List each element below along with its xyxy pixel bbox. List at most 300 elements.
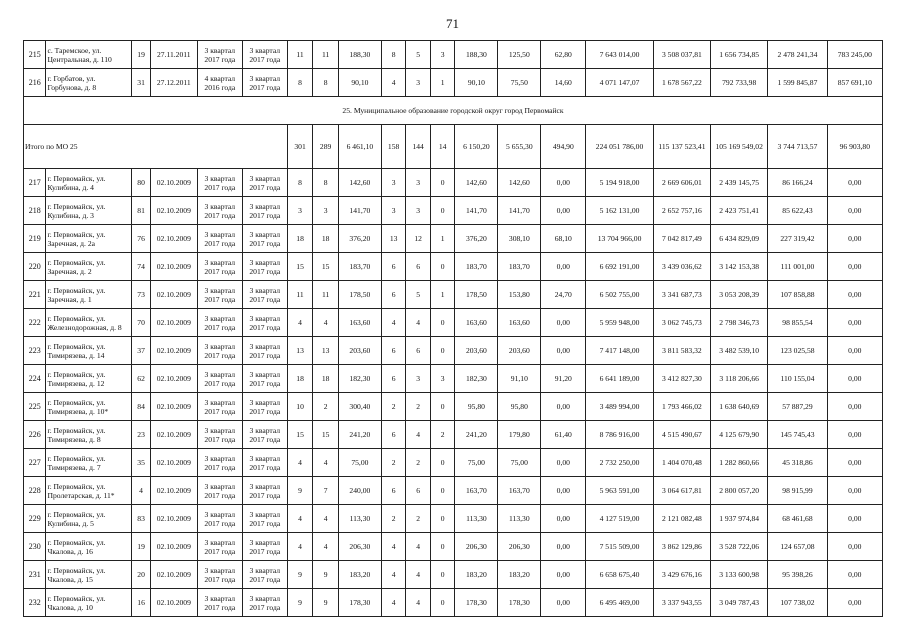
table-row	[24, 561, 883, 589]
table-cell: 203,60	[338, 337, 381, 365]
table-cell: 6	[381, 365, 406, 393]
date-cell: 02.10.2009	[150, 169, 197, 197]
table-cell: 9	[287, 561, 313, 589]
table-cell: 178,30	[338, 589, 381, 617]
table-cell: 6 658 675,40	[586, 561, 653, 589]
date-cell: 02.10.2009	[150, 589, 197, 617]
table-cell: 2	[313, 393, 339, 421]
table-cell: 5 194 918,00	[586, 169, 653, 197]
date-cell: 02.10.2009	[150, 337, 197, 365]
table-cell: 84	[132, 393, 150, 421]
table-cell: 73	[132, 281, 150, 309]
table-cell: 0,00	[827, 589, 882, 617]
table-cell: 13	[313, 337, 339, 365]
row-number: 231	[28, 570, 41, 579]
address: г. Первомайск, ул. Тимирязева, д. 10*	[47, 397, 109, 416]
table-cell: 4	[287, 449, 313, 477]
table-cell: 0,00	[827, 309, 882, 337]
table-cell: 3 429 676,16	[653, 561, 710, 589]
table-cell: 75,00	[498, 449, 541, 477]
table-cell: 4	[381, 69, 406, 97]
address-cell	[46, 281, 132, 309]
table-cell: 18	[287, 225, 313, 253]
table-cell: 203,60	[498, 337, 541, 365]
table-cell: 3	[287, 197, 313, 225]
table-cell: 90,10	[338, 69, 381, 97]
quarter-cell: 3 квартал 2017 года	[242, 253, 287, 281]
table-cell: 163,60	[455, 309, 498, 337]
table-cell: 4	[381, 309, 406, 337]
table-cell: 0	[430, 393, 455, 421]
table-cell: 19	[132, 533, 150, 561]
address: г. Первомайск, ул. Тимирязева, д. 14	[47, 341, 106, 360]
date-cell: 02.10.2009	[150, 253, 197, 281]
table-cell: 3 337 943,55	[653, 589, 710, 617]
table-cell: 6	[381, 253, 406, 281]
table-cell: 3	[430, 365, 455, 393]
table-row	[24, 393, 883, 421]
address-cell	[46, 449, 132, 477]
address: с. Таремское, ул. Центральная, д. 110	[47, 45, 112, 64]
table-cell: 188,30	[338, 41, 381, 69]
row-number: 215	[28, 50, 41, 59]
row-number: 216	[28, 78, 41, 87]
date-cell: 02.10.2009	[150, 281, 197, 309]
table-cell: 4	[287, 505, 313, 533]
table-cell: 95,80	[498, 393, 541, 421]
table-cell: 188,30	[455, 41, 498, 69]
table-cell: 4	[287, 533, 313, 561]
table-cell: 206,30	[455, 533, 498, 561]
quarter-cell: 3 квартал 2017 года	[197, 169, 242, 197]
table-cell: 8 786 916,00	[586, 421, 653, 449]
quarter-cell: 3 квартал 2017 года	[197, 365, 242, 393]
table-row	[24, 253, 883, 281]
quarter-cell: 3 квартал 2017 года	[242, 69, 287, 97]
table-cell: 6	[381, 477, 406, 505]
row-number-cell	[24, 589, 46, 617]
table-cell: 6 692 191,00	[586, 253, 653, 281]
table-cell: 75,00	[455, 449, 498, 477]
row-number: 218	[28, 206, 41, 215]
table-cell: 1 937 974,84	[711, 505, 768, 533]
date-cell: 27.11.2011	[150, 41, 197, 69]
table-row	[24, 281, 883, 309]
table-cell: 2	[406, 393, 431, 421]
row-number: 222	[28, 318, 41, 327]
table-cell: 0	[430, 169, 455, 197]
table-cell: 11	[313, 281, 339, 309]
table-cell: 6	[406, 253, 431, 281]
table-cell: 11	[287, 281, 313, 309]
table-cell: 163,60	[498, 309, 541, 337]
table-cell: 241,20	[455, 421, 498, 449]
table-cell: 0,00	[827, 393, 882, 421]
address: г. Первомайск, ул. Кулибина, д. 4	[47, 173, 106, 192]
table-cell: 0,00	[827, 365, 882, 393]
table-row	[24, 309, 883, 337]
table-cell: 1 678 567,22	[653, 69, 710, 97]
row-number: 217	[28, 178, 41, 187]
quarter-cell: 3 квартал 2017 года	[197, 197, 242, 225]
table-cell: 0,00	[827, 505, 882, 533]
address: г. Первомайск, ул. Заречная, д. 2а	[47, 229, 106, 248]
quarter-cell: 3 квартал 2017 года	[242, 281, 287, 309]
row-number-cell	[24, 365, 46, 393]
table-cell: 8	[287, 69, 313, 97]
total-cell: 494,90	[541, 125, 586, 169]
table-cell: 111 001,00	[768, 253, 827, 281]
quarter-cell: 3 квартал 2017 года	[197, 225, 242, 253]
total-cell: 115 137 523,41	[653, 125, 710, 169]
table-cell: 23	[132, 421, 150, 449]
row-number: 223	[28, 346, 41, 355]
table-cell: 1 638 640,69	[711, 393, 768, 421]
table-cell: 13	[381, 225, 406, 253]
table-cell: 376,20	[338, 225, 381, 253]
address-cell	[46, 69, 132, 97]
quarter-cell: 3 квартал 2017 года	[242, 449, 287, 477]
address: г. Первомайск, ул. Чкалова, д. 10	[47, 593, 106, 612]
quarter-cell: 3 квартал 2017 года	[242, 505, 287, 533]
date-cell: 02.10.2009	[150, 561, 197, 589]
table-cell: 1 404 070,48	[653, 449, 710, 477]
table-cell: 45 318,86	[768, 449, 827, 477]
table-cell: 182,30	[455, 365, 498, 393]
address: г. Первомайск, ул. Железнодорожная, д. 8	[47, 313, 122, 332]
row-number: 220	[28, 262, 41, 271]
table-body-main	[24, 169, 883, 617]
table-cell: 8	[287, 169, 313, 197]
table-cell: 6	[381, 421, 406, 449]
total-cell: 301	[287, 125, 313, 169]
table-cell: 4	[313, 505, 339, 533]
quarter-cell: 3 квартал 2017 года	[197, 449, 242, 477]
table-cell: 308,10	[498, 225, 541, 253]
table-cell: 206,30	[338, 533, 381, 561]
table-cell: 178,50	[338, 281, 381, 309]
table-cell: 11	[313, 41, 339, 69]
table-cell: 81	[132, 197, 150, 225]
table-cell: 3 489 994,00	[586, 393, 653, 421]
table-cell: 376,20	[455, 225, 498, 253]
table-row	[24, 421, 883, 449]
table-cell: 142,60	[455, 169, 498, 197]
table-cell: 8	[313, 69, 339, 97]
address: г. Первомайск, ул. Тимирязева, д. 8	[47, 425, 106, 444]
table-cell: 163,70	[498, 477, 541, 505]
table-cell: 141,70	[498, 197, 541, 225]
row-number-cell	[24, 561, 46, 589]
total-cell: 14	[430, 125, 455, 169]
table-cell: 0,00	[541, 561, 586, 589]
table-cell: 98 915,99	[768, 477, 827, 505]
table-cell: 3 482 539,10	[711, 337, 768, 365]
quarter-cell: 3 квартал 2017 года	[242, 477, 287, 505]
total-cell: 6 461,10	[338, 125, 381, 169]
table-cell: 90,10	[455, 69, 498, 97]
table-cell: 0,00	[827, 169, 882, 197]
table-cell: 4	[313, 533, 339, 561]
table-cell: 183,20	[338, 561, 381, 589]
table-cell: 2 652 757,16	[653, 197, 710, 225]
table-cell: 141,70	[338, 197, 381, 225]
table-row	[24, 505, 883, 533]
date-cell: 02.10.2009	[150, 309, 197, 337]
table-cell: 107 738,02	[768, 589, 827, 617]
quarter-cell: 3 квартал 2017 года	[197, 477, 242, 505]
table-cell: 62	[132, 365, 150, 393]
table-cell: 206,30	[498, 533, 541, 561]
table-cell: 300,40	[338, 393, 381, 421]
address-cell	[46, 169, 132, 197]
quarter-cell: 3 квартал 2017 года	[197, 561, 242, 589]
row-number: 227	[28, 458, 41, 467]
table-cell: 0,00	[541, 505, 586, 533]
table-cell: 18	[313, 365, 339, 393]
table-cell: 0,00	[541, 589, 586, 617]
table-row	[24, 533, 883, 561]
address-cell	[46, 253, 132, 281]
table-cell: 240,00	[338, 477, 381, 505]
total-cell: 6 150,20	[455, 125, 498, 169]
address-cell	[46, 337, 132, 365]
table-cell: 3 439 036,62	[653, 253, 710, 281]
address: г. Первомайск, ул. Тимирязева, д. 7	[47, 453, 106, 472]
address-cell	[46, 421, 132, 449]
table-cell: 1	[430, 281, 455, 309]
row-number-cell	[24, 533, 46, 561]
quarter-cell: 3 квартал 2017 года	[197, 533, 242, 561]
table-cell: 4	[406, 309, 431, 337]
table-cell: 5	[406, 41, 431, 69]
table-cell: 124 657,08	[768, 533, 827, 561]
table-cell: 95,80	[455, 393, 498, 421]
table-cell: 4	[406, 533, 431, 561]
table-cell: 183,20	[455, 561, 498, 589]
table-cell: 178,30	[498, 589, 541, 617]
table-cell: 4 127 519,00	[586, 505, 653, 533]
table-cell: 15	[287, 421, 313, 449]
address-cell	[46, 477, 132, 505]
date-cell: 02.10.2009	[150, 393, 197, 421]
row-number-cell	[24, 41, 46, 69]
date-cell: 02.10.2009	[150, 225, 197, 253]
table-cell: 16	[132, 589, 150, 617]
address: г. Первомайск, ул. Заречная, д. 1	[47, 285, 106, 304]
table-cell: 178,30	[455, 589, 498, 617]
table-row	[24, 477, 883, 505]
quarter-cell: 3 квартал 2017 года	[242, 561, 287, 589]
table-cell: 2	[381, 505, 406, 533]
address: г. Первомайск, ул. Чкалова, д. 16	[47, 537, 106, 556]
table-row	[24, 197, 883, 225]
row-number-cell	[24, 505, 46, 533]
table-cell: 179,80	[498, 421, 541, 449]
table-cell: 1 599 845,87	[768, 69, 827, 97]
row-number: 225	[28, 402, 41, 411]
quarter-cell: 3 квартал 2017 года	[242, 365, 287, 393]
table-body-top	[24, 41, 883, 97]
table-cell: 6	[381, 337, 406, 365]
table-cell: 86 166,24	[768, 169, 827, 197]
table-cell: 0	[430, 505, 455, 533]
table-cell: 857 691,10	[827, 69, 882, 97]
table-cell: 95 398,26	[768, 561, 827, 589]
quarter-cell: 4 квартал 2016 года	[197, 69, 242, 97]
table-cell: 5 963 591,00	[586, 477, 653, 505]
table-cell: 24,70	[541, 281, 586, 309]
address: г. Первомайск, ул. Заречная, д. 2	[47, 257, 106, 276]
table-cell: 3	[430, 41, 455, 69]
row-number-cell	[24, 449, 46, 477]
table-cell: 2 439 145,75	[711, 169, 768, 197]
table-cell: 70	[132, 309, 150, 337]
table-cell: 0	[430, 533, 455, 561]
row-number-cell	[24, 197, 46, 225]
address-cell	[46, 41, 132, 69]
table-cell: 1	[430, 69, 455, 97]
table-cell: 2 800 057,20	[711, 477, 768, 505]
table-cell: 3 341 687,73	[653, 281, 710, 309]
table-cell: 0	[430, 589, 455, 617]
table-cell: 0,00	[541, 477, 586, 505]
table-cell: 83	[132, 505, 150, 533]
table-cell: 0	[430, 253, 455, 281]
table-cell: 2 798 346,73	[711, 309, 768, 337]
table-cell: 75,00	[338, 449, 381, 477]
table-cell: 98 855,54	[768, 309, 827, 337]
table-row	[24, 169, 883, 197]
table-cell: 85 622,43	[768, 197, 827, 225]
total-cell: 144	[406, 125, 431, 169]
row-number: 228	[28, 486, 41, 495]
address-cell	[46, 365, 132, 393]
address-cell	[46, 393, 132, 421]
table-cell: 0,00	[541, 253, 586, 281]
table-cell: 2 121 082,48	[653, 505, 710, 533]
table-cell: 62,80	[541, 41, 586, 69]
table-cell: 183,70	[455, 253, 498, 281]
table-cell: 3 811 583,32	[653, 337, 710, 365]
table-cell: 0,00	[827, 337, 882, 365]
total-row	[24, 125, 883, 169]
table-cell: 4	[406, 421, 431, 449]
table-cell: 4	[406, 561, 431, 589]
table-cell: 80	[132, 169, 150, 197]
row-number: 221	[28, 290, 41, 299]
table-cell: 2 478 241,34	[768, 41, 827, 69]
table-cell: 0,00	[827, 477, 882, 505]
table-cell: 107 858,88	[768, 281, 827, 309]
row-number-cell	[24, 169, 46, 197]
table-cell: 0	[430, 309, 455, 337]
table-cell: 4	[381, 561, 406, 589]
table-cell: 1 793 466,02	[653, 393, 710, 421]
table-cell: 4	[381, 533, 406, 561]
address-cell	[46, 225, 132, 253]
table-cell: 163,60	[338, 309, 381, 337]
table-cell: 153,80	[498, 281, 541, 309]
table-cell: 4 125 679,90	[711, 421, 768, 449]
table-cell: 0,00	[827, 253, 882, 281]
table-cell: 0,00	[541, 449, 586, 477]
address-cell	[46, 533, 132, 561]
total-cell: 105 169 549,02	[711, 125, 768, 169]
total-cell: 5 655,30	[498, 125, 541, 169]
table-cell: 6 641 189,00	[586, 365, 653, 393]
table-cell: 792 733,98	[711, 69, 768, 97]
table-cell: 2 423 751,41	[711, 197, 768, 225]
table-cell: 125,50	[498, 41, 541, 69]
table-cell: 4	[287, 309, 313, 337]
table-cell: 1 282 860,66	[711, 449, 768, 477]
row-number: 219	[28, 234, 41, 243]
table-cell: 11	[287, 41, 313, 69]
row-number-cell	[24, 281, 46, 309]
table-cell: 178,50	[455, 281, 498, 309]
table-cell: 110 155,04	[768, 365, 827, 393]
table-cell: 68 461,68	[768, 505, 827, 533]
quarter-cell: 3 квартал 2017 года	[242, 197, 287, 225]
date-cell: 02.10.2009	[150, 533, 197, 561]
section-header-row	[24, 97, 883, 125]
table-cell: 3	[381, 197, 406, 225]
total-label: Итого по МО 25	[24, 125, 288, 169]
table-cell: 183,20	[498, 561, 541, 589]
table-cell: 9	[287, 477, 313, 505]
table-cell: 8	[313, 169, 339, 197]
table-cell: 0,00	[827, 197, 882, 225]
table-cell: 6	[406, 477, 431, 505]
total-cell: 289	[313, 125, 339, 169]
table-cell: 2 669 606,01	[653, 169, 710, 197]
table-cell: 4	[313, 309, 339, 337]
quarter-cell: 3 квартал 2017 года	[242, 393, 287, 421]
table-cell: 15	[313, 421, 339, 449]
table-cell: 0	[430, 197, 455, 225]
section-block	[24, 97, 883, 169]
table-cell: 123 025,58	[768, 337, 827, 365]
quarter-cell: 3 квартал 2017 года	[242, 337, 287, 365]
table-cell: 75,50	[498, 69, 541, 97]
table-cell: 3 412 827,30	[653, 365, 710, 393]
table-cell: 1	[430, 225, 455, 253]
table-cell: 145 745,43	[768, 421, 827, 449]
table-cell: 9	[313, 561, 339, 589]
table-cell: 0,00	[827, 421, 882, 449]
table-cell: 2 732 250,00	[586, 449, 653, 477]
table-cell: 6	[381, 281, 406, 309]
table-cell: 0,00	[827, 533, 882, 561]
table-cell: 3 528 722,06	[711, 533, 768, 561]
row-number-cell	[24, 393, 46, 421]
table-cell: 3	[406, 69, 431, 97]
table-cell: 9	[313, 589, 339, 617]
table-cell: 0,00	[541, 169, 586, 197]
table-cell: 241,20	[338, 421, 381, 449]
table-cell: 3	[313, 197, 339, 225]
quarter-cell: 3 квартал 2017 года	[197, 253, 242, 281]
address: г. Первомайск, ул. Пролетарская, д. 11*	[47, 481, 115, 500]
table-cell: 4 071 147,07	[586, 69, 653, 97]
row-number: 229	[28, 514, 41, 523]
table-cell: 4	[406, 589, 431, 617]
table-cell: 35	[132, 449, 150, 477]
table-cell: 3	[406, 197, 431, 225]
quarter-cell: 3 квартал 2017 года	[242, 225, 287, 253]
table-cell: 0,00	[541, 393, 586, 421]
